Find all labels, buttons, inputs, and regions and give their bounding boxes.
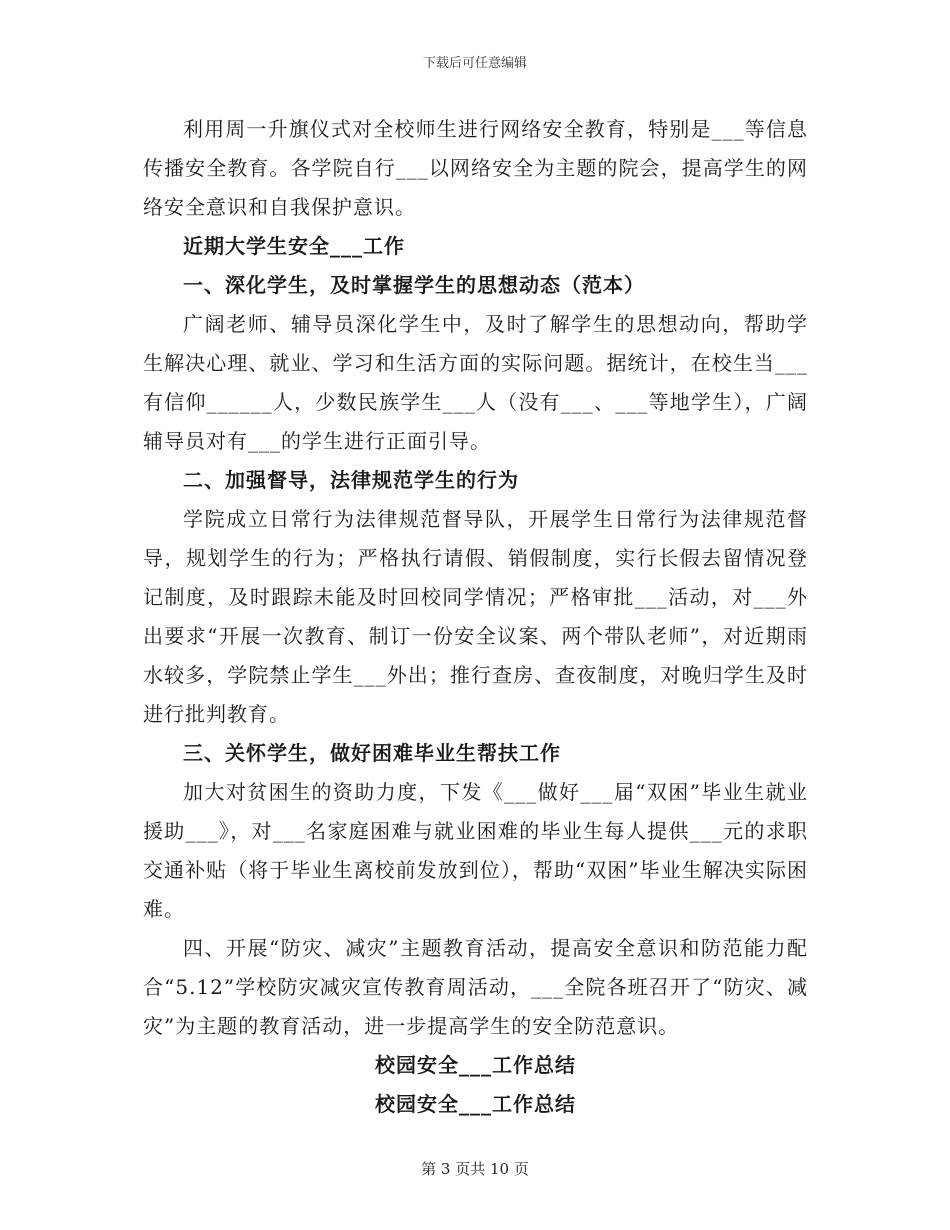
centered-title-1: 校园安全___工作总结 xyxy=(375,1053,576,1077)
heading-section-three: 三、关怀学生，做好困难毕业生帮扶工作 xyxy=(183,741,561,765)
paragraph-section-one: 广阔老师、辅导员深化学生中，及时了解学生的思想动向，帮助学生解决心理、就业、学习和生活方面的实际问题。据统计，在校生当___有信仰______人，少数民族学生___人（没有___、___等地学生），广阔辅导员对有___的学生进行正面引导。 xyxy=(143,312,808,453)
page-number-footer: 第 3 页共 10 页 xyxy=(421,1160,529,1178)
paragraph-network-safety: 利用周一升旗仪式对全校师生进行网络安全教育，特别是___等信息传播安全教育。各学院自行___以网络安全为主题的院会，提高学生的网络安全意识和自我保护意识。 xyxy=(143,117,808,219)
document-body xyxy=(143,110,808,1124)
page-header-note: 下载后可任意编辑 xyxy=(422,56,527,71)
heading-section-one: 一、深化学生，及时掌握学生的思想动态（范本） xyxy=(183,273,645,297)
heading-recent-safety-work: 近期大学生安全___工作 xyxy=(183,234,405,258)
centered-title-2: 校园安全___工作总结 xyxy=(375,1092,576,1116)
paragraph-section-two: 学院成立日常行为法律规范督导队，开展学生日常行为法律规范督导，规划学生的行为；严格执行请假、销假制度，实行长假去留情况登记制度，及时跟踪未能及时回校同学情况；严格审批___活动，对___外出要求“开展一次教育、制订一份安全议案、两个带队老师”，对近期雨水较多，学院禁止学生___外出；推行查房、查夜制度，对晚归学生及时进行批判教育。 xyxy=(143,507,808,726)
paragraph-section-three: 加大对贫困生的资助力度，下发《___做好___届“双困”毕业生就业援助___》，对___名家庭困难与就业困难的毕业生每人提供___元的求职交通补贴（将于毕业生离校前发放到位），帮助“双困”毕业生解决实际困难。 xyxy=(143,780,808,921)
heading-section-two: 二、加强督导，法律规范学生的行为 xyxy=(183,468,519,492)
paragraph-section-four: 四、开展“防灾、减灾”主题教育活动，提高安全意识和防范能力配合“5.12”学校防灾减灾宣传教育周活动，___全院各班召开了“防灾、减灾”为主题的教育活动，进一步提高学生的安全防范意识。 xyxy=(143,936,808,1038)
